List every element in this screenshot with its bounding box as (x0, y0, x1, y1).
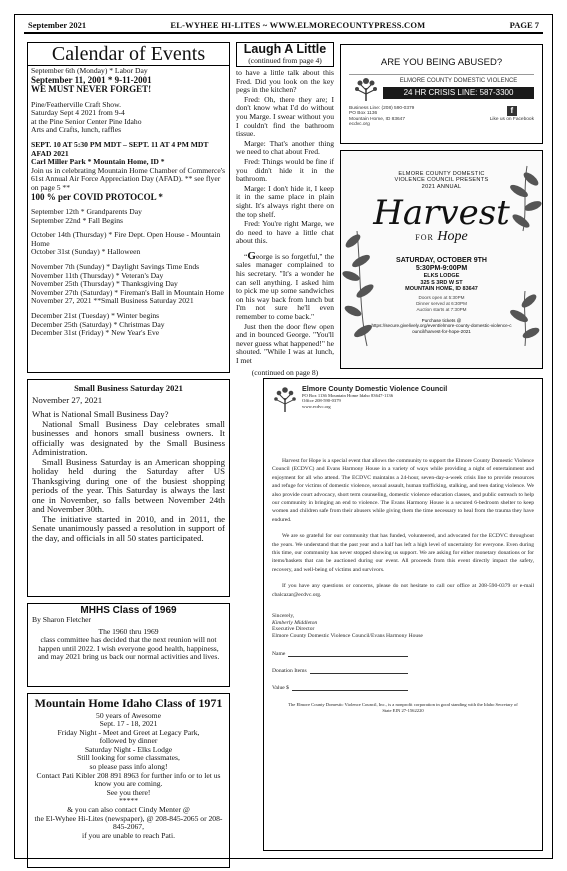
calendar-title: Calendar of Events (28, 43, 229, 66)
harvest-venue: ELKS LODGE (423, 273, 460, 280)
sbs-paragraph: Small Business Saturday is an American shopping holiday held during the Saturday after US Thanksgiving during one of the busiest shopping periods of the year. This Saturday is always the last one in November, so falls between November 24th and November 30th. (32, 456, 225, 514)
harvest-for: FOR (415, 233, 434, 243)
facebook-icon: f (507, 106, 517, 116)
sbs-paragraph: National Small Business Day celebrates small businesses and honors small business owners. It officially was designated by the Small Business Administration. (32, 418, 225, 457)
class-1971-line: Saturday Night - Elks Lodge (84, 744, 173, 754)
tree-logo-icon (349, 75, 383, 103)
laugh-paragraph: Fred: Oh, there they are; I don't know what I'd do without you Marge. I swear without you I couldn't find the bathroom tissue. (236, 94, 334, 139)
harvest-org-line: 2021 ANNUAL (421, 183, 462, 190)
small-business-saturday-box (27, 379, 230, 597)
calendar-line: Arts and Crafts, lunch, raffles (31, 125, 122, 135)
class-1971-line: Contact Pati Kibler 208 891 8963 for further info or to let us know you are coming. (36, 770, 221, 789)
page-header (24, 18, 543, 34)
form-value-line (292, 686, 408, 691)
calendar-line: at the Pine Senior Center Pine Idaho (31, 116, 142, 126)
calendar-line: October 14th (Thursday) * Fire Dept. Open House - Mountain Home (31, 230, 221, 248)
website: ecdvc.org (349, 122, 370, 128)
header-publication: EL-WYHEE HI-LITES ~ WWW.ELMORECOUNTYPRESS.COM (170, 20, 426, 30)
harvest-time: 5:30PM-9:00PM (415, 265, 468, 273)
laugh-joke-paragraph: “George is so forgetful," the sales manager complained to his secretary. "It's a wonder he can sell anything. I asked him to pick me up some sandwiches on his way back from lunch but I'm not sure he'll even remember to come back." (236, 249, 334, 322)
calendar-line: September 11, 2001 * 9-11-2001 (31, 74, 152, 85)
laugh-a-little-header (236, 42, 334, 67)
laugh-paragraph: Fred: Things would be fine if you didn't hide it in the bathroom. (236, 156, 334, 184)
laugh-article (236, 69, 334, 377)
po-box: PO Box 1136 (349, 111, 378, 117)
sbs-title: Small Business Saturday 2021 (74, 383, 183, 393)
letter-address: PO Box 1136 Mountain Home Idaho 83647-1136 (302, 393, 394, 398)
letter-role: Executive Director (272, 626, 315, 633)
drop-cap: G (247, 249, 256, 262)
class-1971-line: 50 years of Awesome (96, 710, 161, 720)
facebook-block (490, 106, 534, 128)
letter-signature (272, 613, 534, 639)
class-1971-line: if you are unable to reach Pati. (82, 830, 175, 840)
business-line: Business Line: (208) 590-0379 (349, 106, 415, 111)
harvest-time-line: Doors open at 5:30PM (418, 295, 465, 301)
mhhs-body: class committee has decided that the next reunion will not happen until 2022. I wish everyone good health, happiness, and may 2021 bring us back our normal activities and lives. (37, 635, 220, 662)
calendar-line: 100 % per COVID PROTOCOL * (31, 191, 163, 202)
letter-org-name: Elmore County Domestic Violence Council (302, 384, 448, 393)
mhhs-years: The 1960 thru 1969 (98, 626, 159, 636)
form-name-label: Name (272, 651, 286, 658)
abuse-ad-org: ELMORE COUNTY DOMESTIC VIOLENCE (399, 78, 518, 84)
header-page-number: PAGE 7 (509, 20, 539, 30)
left-column (27, 42, 230, 868)
header-date: September 2021 (28, 20, 87, 30)
calendar-line: September 6th (Monday) * Labor Day (31, 66, 148, 75)
crisis-line-banner: 24 HR CRISIS LINE: 587-3300 (383, 87, 534, 99)
calendar-line: November 11th (Thursday) * Veteran's Day (31, 270, 164, 280)
tree-logo-icon (272, 385, 298, 413)
letter-signer: Kimberly Middleton (272, 619, 318, 626)
class-1971-line: See you there! (106, 787, 151, 797)
harvest-org-line: VIOLENCE COUNCIL PRESENTS (394, 177, 489, 184)
sbs-paragraph: The initiative started in 2010, and in 2011, the Senate unanimously passed a resolution in support of the day, and officials in all 50 states participated. (32, 513, 225, 543)
calendar-line: Join us in celebrating Mountain Home Chamber of Commerce's 61st Annual Air Force Appreciation Day (AFAD). ** see flyer on page 5 ** (31, 165, 226, 192)
letter-paragraph: We are so grateful for our community that has funded, volunteered, and advocated for the ECDVC throughout the years. We understand that the past year and a half has left a high level of uncertainty for everyone. Even during this time, our community has never stopped showing us support. We are asking for either monetary donations or for items/baskets that can be auctioned during our event. All proceeds from this event directly impact the safety, recovery, and well-being of victims and survivors. (272, 533, 534, 573)
laugh-paragraph: Just then the door flew open and in bounced George. "You'll never guess what happened!" he shouted. "While I was at lunch, I met (236, 321, 334, 365)
letter-org-footer: Elmore County Domestic Violence Council/Evans Harmony House (272, 632, 423, 639)
harvest-for-hope-ad (340, 150, 543, 369)
class-1971-line: ***** (119, 796, 138, 806)
class-1971-line: Friday Night - Meet and Greet at Legacy Park, (57, 727, 200, 737)
letterhead (272, 385, 534, 413)
form-items-label: Donation Items (272, 668, 307, 675)
calendar-line: December 25th (Saturday) * Christmas Day (31, 319, 165, 329)
harvest-date: SATURDAY, OCTOBER 9TH (396, 257, 487, 265)
harvest-address: 325 S 3RD W ST (420, 279, 463, 286)
calendar-line: WE MUST NEVER FORGET! (31, 84, 152, 95)
laugh-subtitle: (continued from page 4) (248, 56, 322, 65)
class-1971-line: followed by dinner (99, 736, 158, 746)
calendar-line: SEPT. 10 AT 5:30 PM MDT – SEPT. 11 AT 4 PM MDT AFAD 2021 (31, 139, 209, 158)
class-1971-line: & you can also contact Cindy Menter @ (67, 805, 190, 815)
calendar-line: November 25th (Thursday) * Thanksgiving Day (31, 279, 178, 289)
calendar-line: September 22nd * Fall Begins (31, 215, 123, 225)
calendar-line: November 27th (Saturday) * Fireman's Ball in Mountain Home (31, 287, 224, 297)
abuse-ad-contact (349, 106, 414, 128)
letter-footer-note: The Elmore County Domestic Violence Council, Inc., is a nonprofit corporation in good standing with the Idaho Secretary of State EIN 27-1562220 (288, 702, 518, 713)
laugh-paragraph: Marge: That's another thing we need to chat about Fred. (236, 138, 334, 157)
laugh-paragraph: Marge: I don't hide it, I keep it in the same place in plain sight. It's always right there on the top shelf. (236, 183, 334, 219)
harvest-time-line: Dinner served at 6:30PM (416, 301, 467, 307)
letter-paragraph: Harvest for Hope is a special event that allows the community to support the Elmore County Domestic Violence Council (ECDVC) and Evans Harmony House in a variety of ways while providing a night of entertainment and enjoyment for all who attend. The ECDVC maintains a 24-hour, seven-day-a-week crisis line to provide resources and refuge for victims of domestic violence, sexual assault, human trafficking, stalking, and teen dating violence. We also provide court advocacy, short term counseling, domestic violence education classes, and public outreach to help our community in bringing an end to violence. The Evans Harmony House is a secured 6-bedroom shelter to keep women and children safe from their abusers while giving them the time necessary to heal from the trauma they have endured. (272, 458, 535, 523)
class-1971-line: Still looking for some classmates, (77, 753, 180, 763)
middle-column (236, 42, 334, 378)
form-name-line (288, 652, 408, 657)
harvest-city: MOUNTAIN HOME, ID 83647 (405, 286, 478, 293)
calendar-line: December 21st (Tuesday) * Winter begins (31, 310, 160, 320)
calendar-line: Saturday Sept 4 2021 from 9-4 (31, 108, 125, 118)
mhhs-byline: By Sharon Fletcher (32, 615, 92, 625)
form-items-line (310, 669, 408, 674)
abuse-hotline-ad (340, 44, 543, 144)
facebook-label: Like us on Facebook (489, 117, 534, 122)
laugh-continued: (continued on page 8) (251, 367, 319, 377)
class-of-1971-box (27, 693, 230, 868)
class-1971-title: Mountain Home Idaho Class of 1971 (34, 696, 223, 710)
harvest-tickets-label: Purchase tickets @ (421, 317, 462, 323)
mhhs-class-1969-box (27, 603, 230, 687)
class-1971-line: Sept. 17 - 18, 2021 (99, 719, 158, 729)
abuse-ad-headline: ARE YOU BEING ABUSED? (349, 51, 534, 75)
harvest-time-line: Auction starts at 7:30PM (416, 307, 467, 313)
laugh-joke-text: eorge is so forgetful," the sales manager complained to his secretary. "It's a wonder he can sell anything. I asked him to pick me up some sandwiches on his way back from lunch but I'm not sure he'll even remember to come back." (236, 251, 334, 322)
calendar-line: Carl Miller Park * Mountain Home, ID * (31, 157, 165, 167)
laugh-title: Laugh A Little (243, 42, 327, 56)
calendar-line: November 7th (Sunday) * Daylight Savings Time Ends (31, 262, 200, 271)
city-state: Mountain Home, ID 83647 (349, 116, 405, 122)
mhhs-title: MHHS Class of 1969 (80, 605, 177, 616)
letter-paragraph: If you have any questions or concerns, please do not hesitate to call our office at 208-590-0379 or e-mail cbalcazar@ecdvc.org. (272, 583, 534, 598)
letter-body (272, 457, 534, 599)
form-value-label: Value $ (272, 685, 289, 692)
sbs-date: November 27, 2021 (32, 394, 103, 405)
calendar-line: Pine/Featherville Craft Show. (31, 99, 121, 109)
harvest-hope: Hope (437, 229, 468, 245)
letter-website: www.ecdvc.org (302, 403, 331, 409)
harvest-script-title: Harvest (373, 193, 510, 234)
class-1971-line: the El-Wyhee Hi-Lites (newspaper), @ 208-845-2065 or 208-845-2067, (34, 813, 223, 832)
calendar-box (27, 42, 230, 373)
donation-form (272, 651, 534, 691)
class-1971-line: so please pass info along! (89, 762, 168, 772)
letter-phone: Office 208-590-0379 (302, 398, 341, 404)
calendar-line: September 12th * Grandparents Day (31, 207, 142, 217)
sbs-question: What is National Small Business Day? (32, 409, 169, 419)
calendar-line: October 31st (Sunday) * Halloween (31, 247, 141, 257)
harvest-tickets-url: https://secure.givelively.org/event/elmore-county-domestic-violence-council/harvest-for-hope-2021 (371, 323, 512, 335)
harvest-org-line: ELMORE COUNTY DOMESTIC (398, 171, 485, 177)
calendar-body (28, 66, 229, 372)
letter-closing: Sincerely, (272, 613, 295, 620)
laugh-paragraph: Fred: You're right Marge, we do need to have a little chat about this. (236, 219, 334, 246)
ecdvc-letter (263, 378, 543, 851)
laugh-paragraph: to have a little talk about this Fred. Did you look on the key pegs in the kitchen? (236, 68, 334, 95)
calendar-line: December 31st (Friday) * New Year's Eve (31, 328, 160, 338)
calendar-line: November 27, 2021 **Small Business Saturday 2021 (31, 296, 194, 306)
